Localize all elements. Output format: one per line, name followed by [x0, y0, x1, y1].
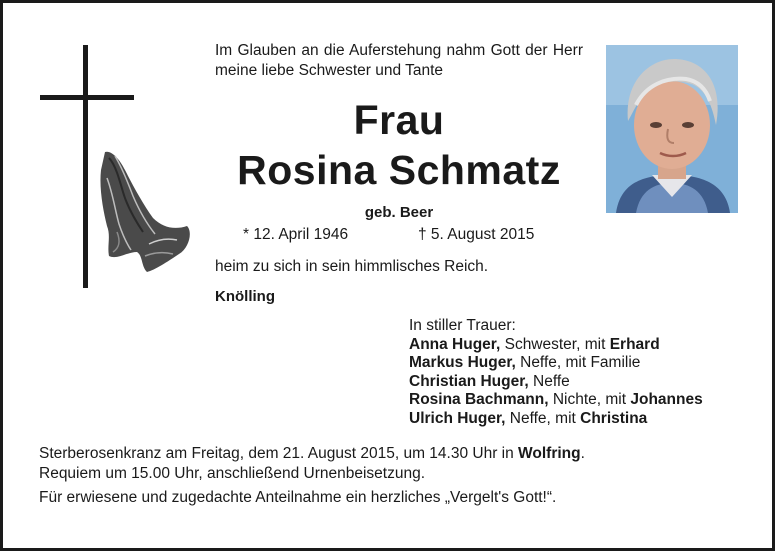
mourners-block: [409, 317, 703, 428]
place-name: Knölling: [215, 288, 275, 305]
service-info: [39, 444, 585, 484]
closing-line: heim zu sich in sein himmlisches Reich.: [215, 258, 489, 275]
mourners-heading: In stiller Trauer:: [409, 317, 516, 334]
list-item: Anna Huger, Schwester, mit Erhard: [409, 335, 660, 353]
cross-icon-bar: [40, 95, 134, 100]
list-item: Christian Huger, Neffe: [409, 372, 570, 390]
list-item: Rosina Bachmann, Nichte, mit Johannes: [409, 391, 703, 408]
intro-text: Im Glauben an die Auferstehung nahm Gott der Herr meine liebe Schwester und Tante: [215, 42, 583, 79]
death-date: † 5. August 2015: [418, 226, 535, 243]
salutation: Frau: [353, 97, 445, 143]
portrait-photo: [606, 45, 738, 213]
deceased-name: Rosina Schmatz: [237, 147, 561, 193]
requiem-line: Requiem um 15.00 Uhr, anschließend Urnenbeisetzung.: [39, 465, 426, 482]
list-item: Ulrich Huger, Neffe, mit Christina: [409, 409, 648, 427]
maiden-name: geb. Beer: [364, 204, 434, 221]
thanks-line: Für erwiesene und zugedachte Anteilnahme ein herzliches „Vergelt's Gott!“.: [39, 489, 557, 506]
cross-icon: [83, 45, 88, 288]
praying-hands-icon: [97, 148, 193, 279]
birth-date: * 12. April 1946: [243, 226, 349, 243]
list-item: Markus Huger, Neffe, mit Familie: [409, 354, 641, 371]
rosary-line: Sterberosenkranz am Freitag, dem 21. August 2015, um 14.30 Uhr in Wolfring.: [39, 445, 585, 462]
